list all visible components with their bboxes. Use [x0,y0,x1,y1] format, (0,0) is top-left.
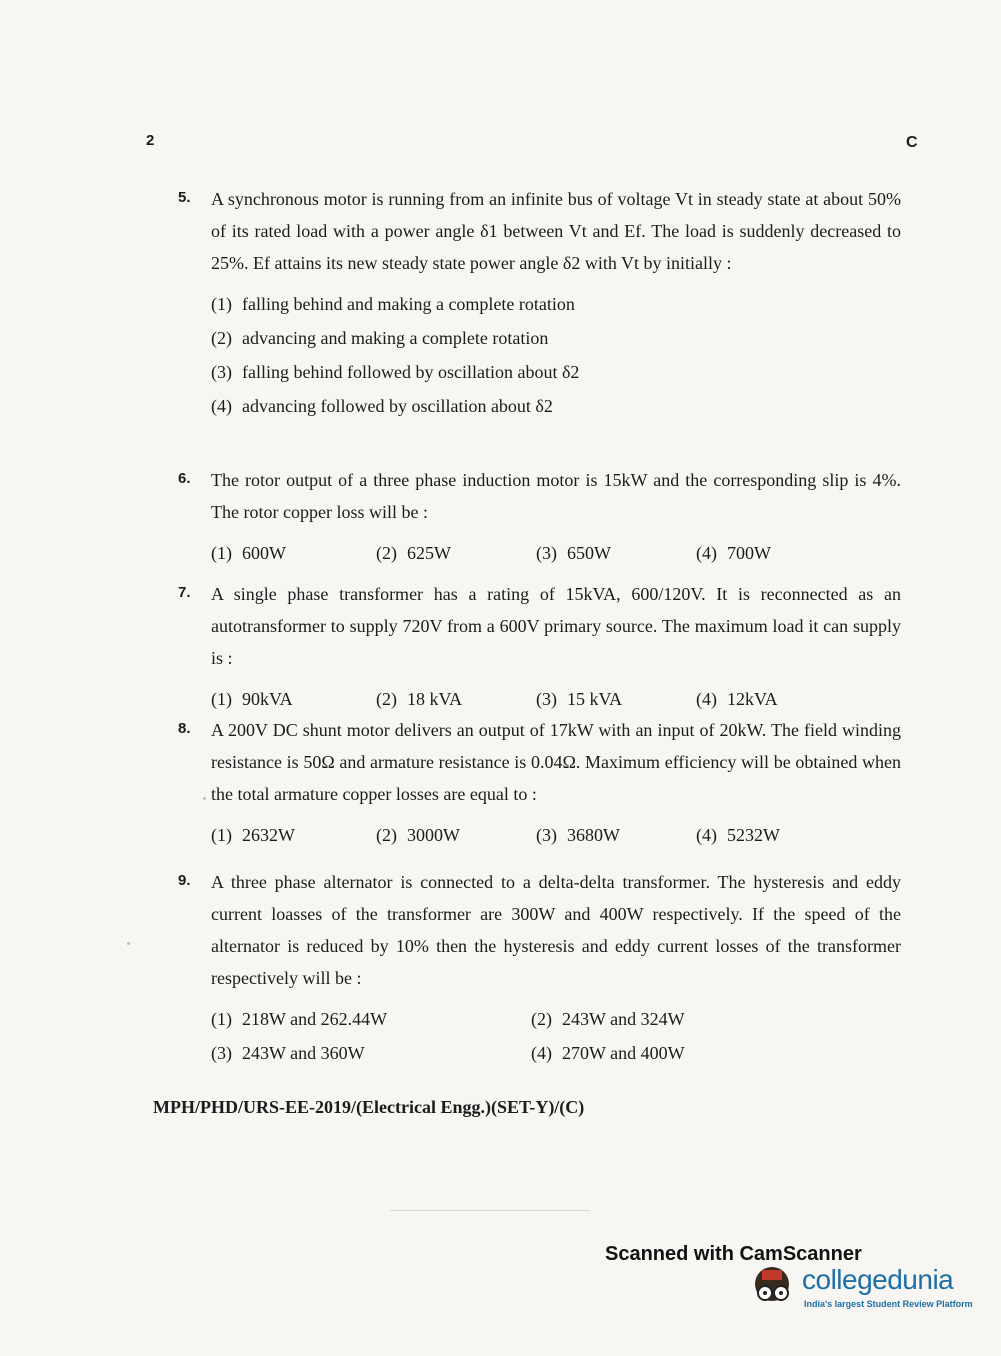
option-label: (3) [211,1043,232,1063]
option-2 [531,1002,685,1036]
option-text: advancing and making a complete rotation [242,328,549,348]
scanner-watermark: Scanned with CamScanner [605,1243,862,1265]
option-2 [376,682,462,716]
options-list [211,536,913,570]
question-6 [178,464,913,570]
option-4 [696,536,771,570]
question-text: A three phase alternator is connected to a delta-delta transformer. The hysteresis and eddy current loasses of the transformer are 300W and 400W respectively. If the speed of the alternator is reduced by 10% then the hysteresis and eddy current losses of the transformer respectively will be : [211,872,901,988]
option-label: (3) [211,362,232,382]
option-text: falling behind followed by oscillation about δ2 [242,362,580,382]
option-text: 5232W [727,825,780,845]
option-text: 2632W [242,825,295,845]
option-label: (4) [211,396,232,416]
question-8 [178,714,913,852]
brand-name: collegedunia [802,1264,954,1295]
option-4 [531,1036,685,1070]
options-list [211,287,913,423]
options-row [211,818,901,852]
brand-tagline: India's largest Student Review Platform [804,1299,973,1309]
question-number: 9. [178,872,191,889]
options-list [211,682,913,716]
option-text: 650W [567,543,611,563]
question-7 [178,578,913,716]
option-1 [211,1002,387,1036]
question-9 [178,866,913,1070]
option-label: (3) [536,543,557,563]
question-number: 8. [178,720,191,737]
option-text: 15 kVA [567,689,623,709]
scan-line [390,1210,590,1211]
option-text: 3000W [407,825,460,845]
option-text: 12kVA [727,689,778,709]
option-label: (4) [696,689,717,709]
option-3 [211,355,913,389]
option-label: (2) [376,825,397,845]
options-row [211,1036,901,1070]
option-4 [211,389,913,423]
options-row [211,682,901,716]
question-text: A 200V DC shunt motor delivers an output of 17kW with an input of 20kW. The field winding resistance is 50Ω and armature resistance is 0.04Ω. Maximum efficiency will be obtained when the total armature copper losses are equal to : [211,720,901,804]
option-label: (3) [536,825,557,845]
question-number: 5. [178,189,191,206]
option-label: (2) [211,328,232,348]
option-text: falling behind and making a complete rotation [242,294,575,314]
page-number: 2 [146,132,155,149]
option-text: 625W [407,543,451,563]
question-number: 7. [178,584,191,601]
options-row [211,1002,901,1036]
question-text: The rotor output of a three phase induction motor is 15kW and the corresponding slip is 4%. The rotor copper loss will be : [211,470,901,522]
question-number: 6. [178,470,191,487]
student-mascot-icon [748,1262,800,1314]
option-label: (3) [536,689,557,709]
option-label: (1) [211,825,232,845]
option-label: (4) [696,825,717,845]
option-text: 18 kVA [407,689,463,709]
options-list [211,1002,913,1070]
option-4 [696,682,778,716]
paper-code: MPH/PHD/URS-EE-2019/(Electrical Engg.)(SET-Y)/(C) [153,1097,585,1117]
option-label: (2) [376,689,397,709]
option-2 [376,536,451,570]
question-text: A single phase transformer has a rating of 15kVA, 600/120V. It is reconnected as an autotransformer to supply 720V from a 600V primary source. The maximum load it can supply is : [211,584,901,668]
options-list [211,818,913,852]
option-text: 600W [242,543,286,563]
question-text: A synchronous motor is running from an infinite bus of voltage Vt in steady state at about 50% of its rated load with a power angle δ1 between Vt and Ef. The load is suddenly decreased to 25%. Ef attains its new steady state power angle δ2 with Vt by initially : [211,189,901,273]
option-3 [211,1036,365,1070]
option-2 [211,321,913,355]
option-label: (1) [211,294,232,314]
option-text: 218W and 262.44W [242,1009,388,1029]
brand-logo [748,1262,978,1322]
option-label: (1) [211,689,232,709]
question-5 [178,183,913,423]
option-text: 90kVA [242,689,293,709]
option-label: (1) [211,1009,232,1029]
option-2 [376,818,460,852]
option-text: advancing followed by oscillation about δ2 [242,396,553,416]
option-text: 243W and 324W [562,1009,685,1029]
option-4 [696,818,780,852]
set-code: C [906,134,918,151]
scan-speck [127,942,130,945]
option-label: (2) [531,1009,552,1029]
option-1 [211,818,295,852]
option-1 [211,287,913,321]
option-1 [211,682,293,716]
option-label: (2) [376,543,397,563]
option-label: (1) [211,543,232,563]
option-3 [536,536,611,570]
option-text: 700W [727,543,771,563]
option-label: (4) [696,543,717,563]
option-3 [536,818,620,852]
option-3 [536,682,622,716]
options-row [211,536,901,570]
option-text: 3680W [567,825,620,845]
scan-speck [203,797,206,800]
option-text: 243W and 360W [242,1043,365,1063]
option-label: (4) [531,1043,552,1063]
option-text: 270W and 400W [562,1043,685,1063]
option-1 [211,536,286,570]
